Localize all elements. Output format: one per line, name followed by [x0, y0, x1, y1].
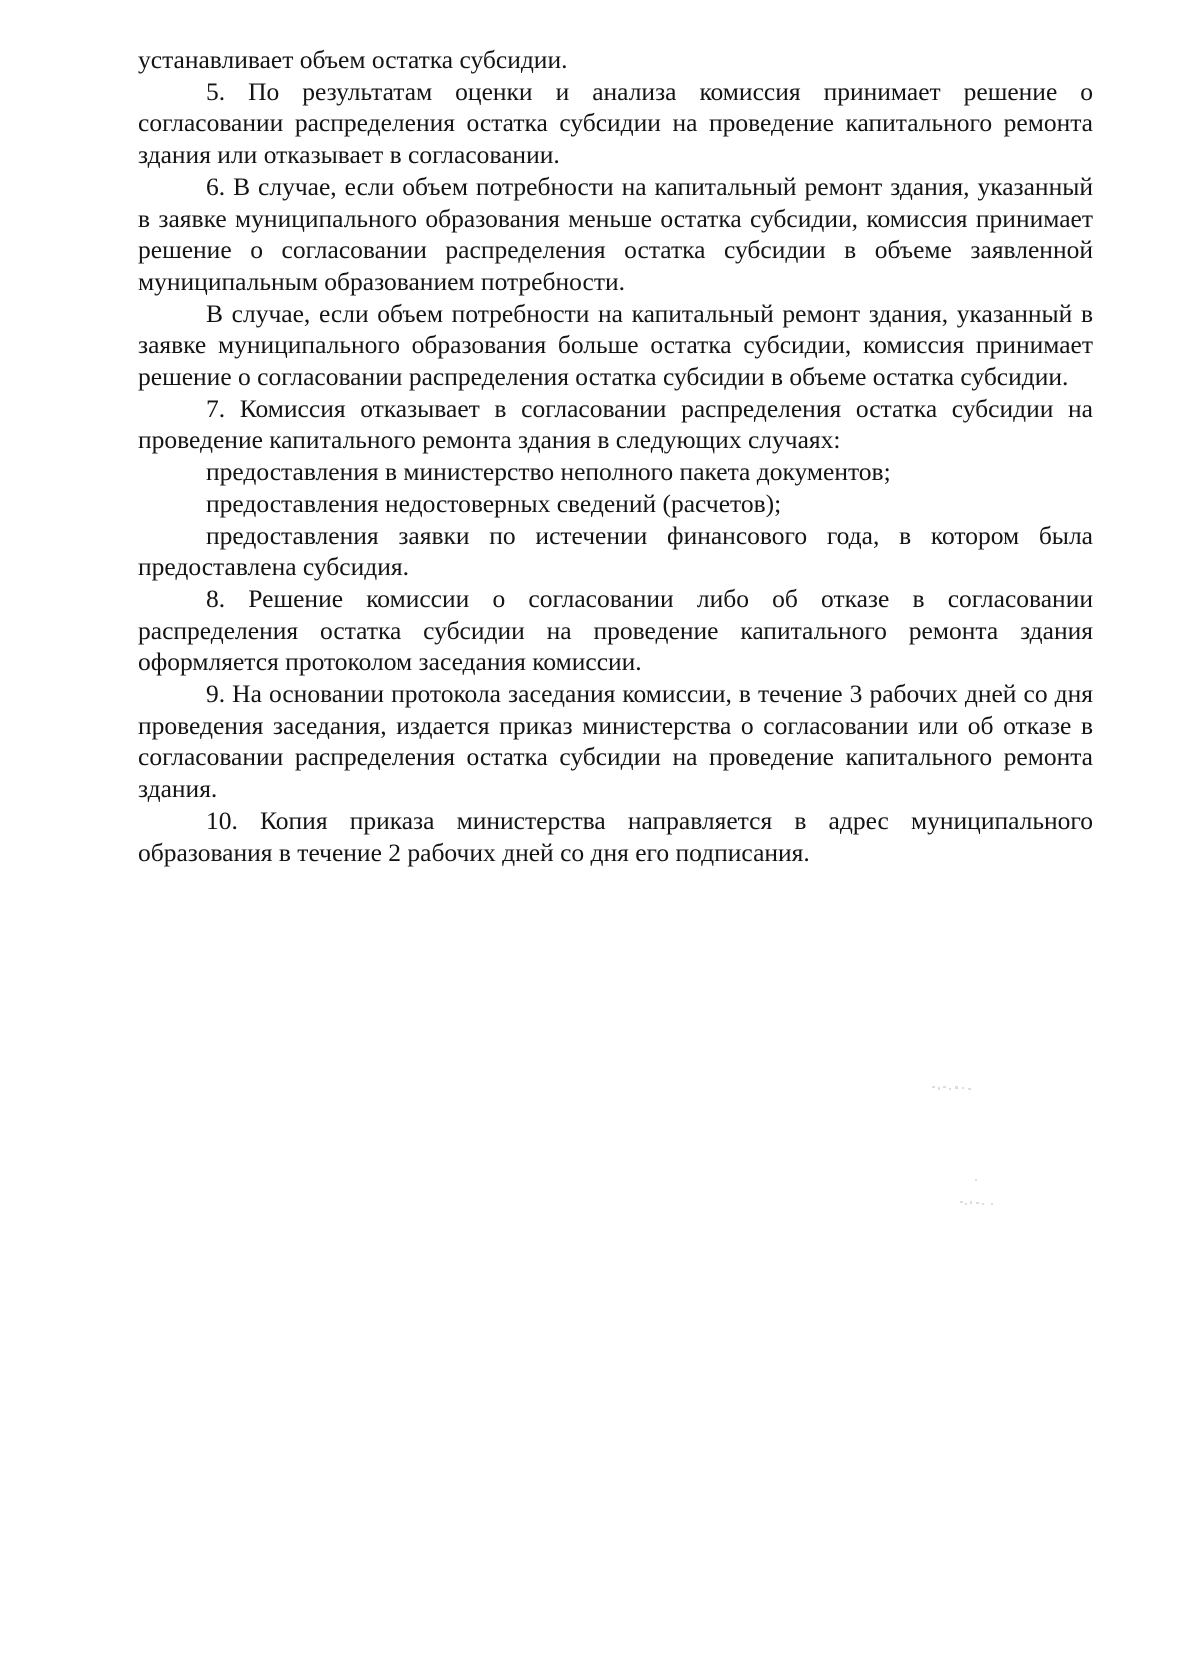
paragraph-item-9: 9. На основании протокола заседания комиссии, в течение 3 рабочих дней со дня проведения заседания, издается приказ министерства о согласовании или об отказе в согласовании распределения остатка субсидии на проведение капитального ремонта здания. — [138, 679, 1093, 804]
paragraph-item-8: 8. Решение комиссии о согласовании либо об отказе в согласовании распределения остатка субсидии на проведение капитального ремонта здания оформляется протоколом заседания комиссии. — [138, 583, 1093, 677]
paragraph-item-6: 6. В случае, если объем потребности на капитальный ремонт здания, указанный в заявке муниципального образования меньше остатка субсидии, комиссия принимает решение о согласовании распределения остатка субсидии в объеме заявленной муниципальным образованием потребности. — [138, 171, 1093, 296]
paragraph-item-7: 7. Комиссия отказывает в согласовании распределения остатка субсидии на проведение капитального ремонта здания в следующих случаях: — [138, 393, 1093, 455]
paragraph-item-5: 5. По результатам оценки и анализа комиссия принимает решение о согласовании распределения остатка субсидии на проведение капитального ремонта здания или отказывает в согласовании. — [138, 76, 1093, 170]
paragraph-item-7-case-1: предоставления в министерство неполного пакета документов; — [206, 457, 891, 487]
paragraph-item-10: 10. Копия приказа министерства направляется в адрес муниципального образования в течение 2 рабочих дней со дня его подписания. — [138, 805, 1093, 867]
paragraph-item-7-case-3: предоставления заявки по истечении финансового года, в котором была предоставлена субсидия. — [138, 520, 1093, 582]
paragraph-continuation: устанавливает объем остатка субсидии. — [138, 45, 568, 74]
document-body — [138, 44, 1093, 868]
paragraph-item-7-case-2: предоставления недостоверных сведений (расчетов); — [206, 488, 782, 518]
paragraph-item-6-continued: В случае, если объем потребности на капитальный ремонт здания, указанный в заявке муниципального образования больше остатка субсидии, комиссия принимает решение о согласовании распределения остатка субсидии в объеме остатка субсидии. — [138, 298, 1093, 392]
